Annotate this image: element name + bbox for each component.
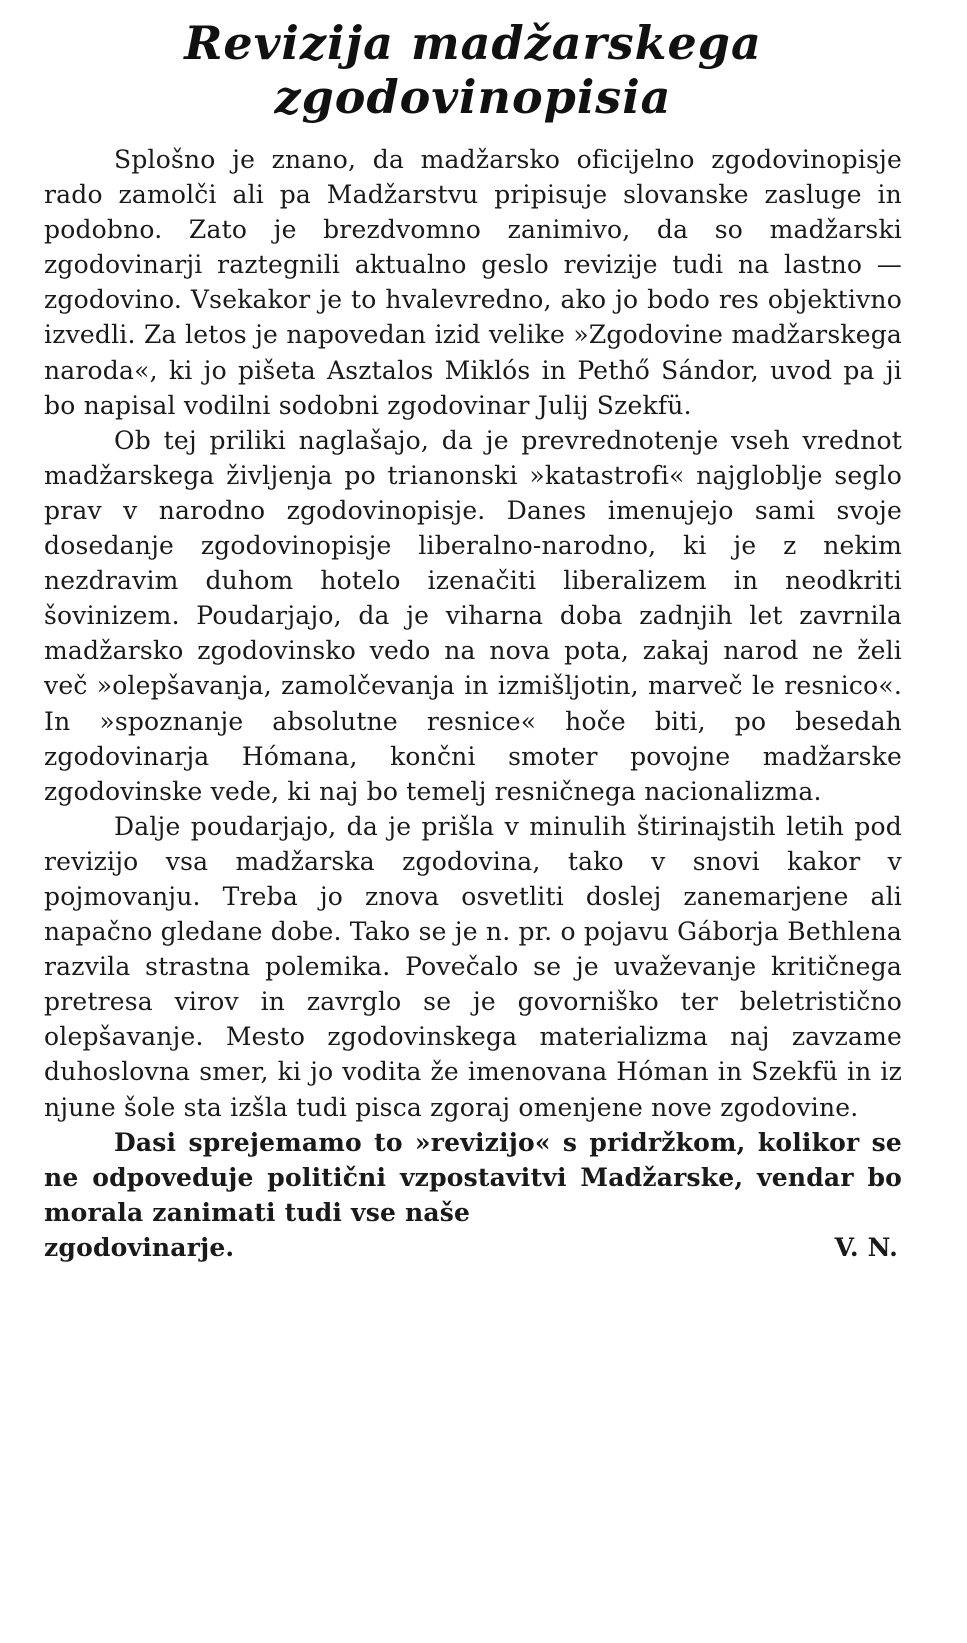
- signoff-line: [44, 1230, 902, 1265]
- paragraph-4-ending: zgodovinarje.: [44, 1232, 235, 1262]
- paragraph-3: Dalje poudarjajo, da je prišla v minulih štirinajstih letih pod revizijo vsa madžarska zgodovina, tako v snovi kakor v pojmovanju. Treba jo znova osvetliti doslej zanemarjene ali napačno gledane dobe. Tako se je n. pr. o pojavu Gáborja Bethlena razvila strastna polemika. Povečalo se je uvaževanje kritičnega pretresa virov in zavrglo se je govorniško ter beletristično olepšavanje. Mesto zgodovinskega materializma naj zavzame duhoslovna smer, ki jo vodita že imenovana Hóman in Szekfü in iz njune šole sta izšla tudi pisca zgoraj omenjene nove zgodovine.: [44, 811, 902, 1122]
- author-initials: V. N.: [834, 1232, 898, 1262]
- paragraph-1: Splošno je znano, da madžarsko oficijelno zgodovinopisje rado zamolči ali pa Madžarstvu pripisuje slovanske zasluge in podobno. Zato je brezdvomno zanimivo, da so madžarski zgodovinarji raztegnili aktualno geslo revizije tudi na lastno — zgodovino. Vsekakor je to hvalevredno, ako jo bodo res objektivno izvedli. Za letos je napovedan izid velike »Zgodovine madžarskega naroda«, ki jo pišeta Asztalos Miklós in Pethő Sándor, uvod pa ji bo napisal vodilni sodobni zgodovinar Julij Szekfü.: [44, 145, 902, 420]
- paragraph-2: Ob tej priliki naglašajo, da je prevrednotenje vseh vrednot madžarskega življenja po trianonski »katastrofi« najgloblje seglo prav v narodno zgodovinopisje. Danes imenujejo sami svoje dosedanje zgodovinopisje liberalno-narodno, ki je z nekim nezdravim duhom hotelo izenačiti liberalizem in neodkriti šovinizem. Poudarjajo, da je viharna doba zadnjih let zavrnila madžarsko zgodovinsko vedo na nova pota, zakaj narod ne želi več »olepšavanja, zamolčevanja in izmišljotin, marveč le resnico«. In »spoznanje absolutne resnice« hoče biti, po besedah zgodovinarja Hómana, končni smoter povojne madžarske zgodovinske vede, ki naj bo temelj resničnega nacionalizma.: [44, 425, 902, 806]
- headline-line-1: Revizija madžarskega: [184, 16, 762, 70]
- article-headline: [44, 16, 902, 124]
- article-body: [44, 142, 902, 1265]
- headline-line-2: zgodovinopisia: [274, 70, 672, 124]
- paragraph-4: Dasi sprejemamo to »revizijo« s pridržkom, kolikor se ne odpoveduje politični vzpostavitvi Madžarske, vendar bo morala zanimati tudi vse naše: [44, 1127, 902, 1227]
- article: [44, 16, 902, 1265]
